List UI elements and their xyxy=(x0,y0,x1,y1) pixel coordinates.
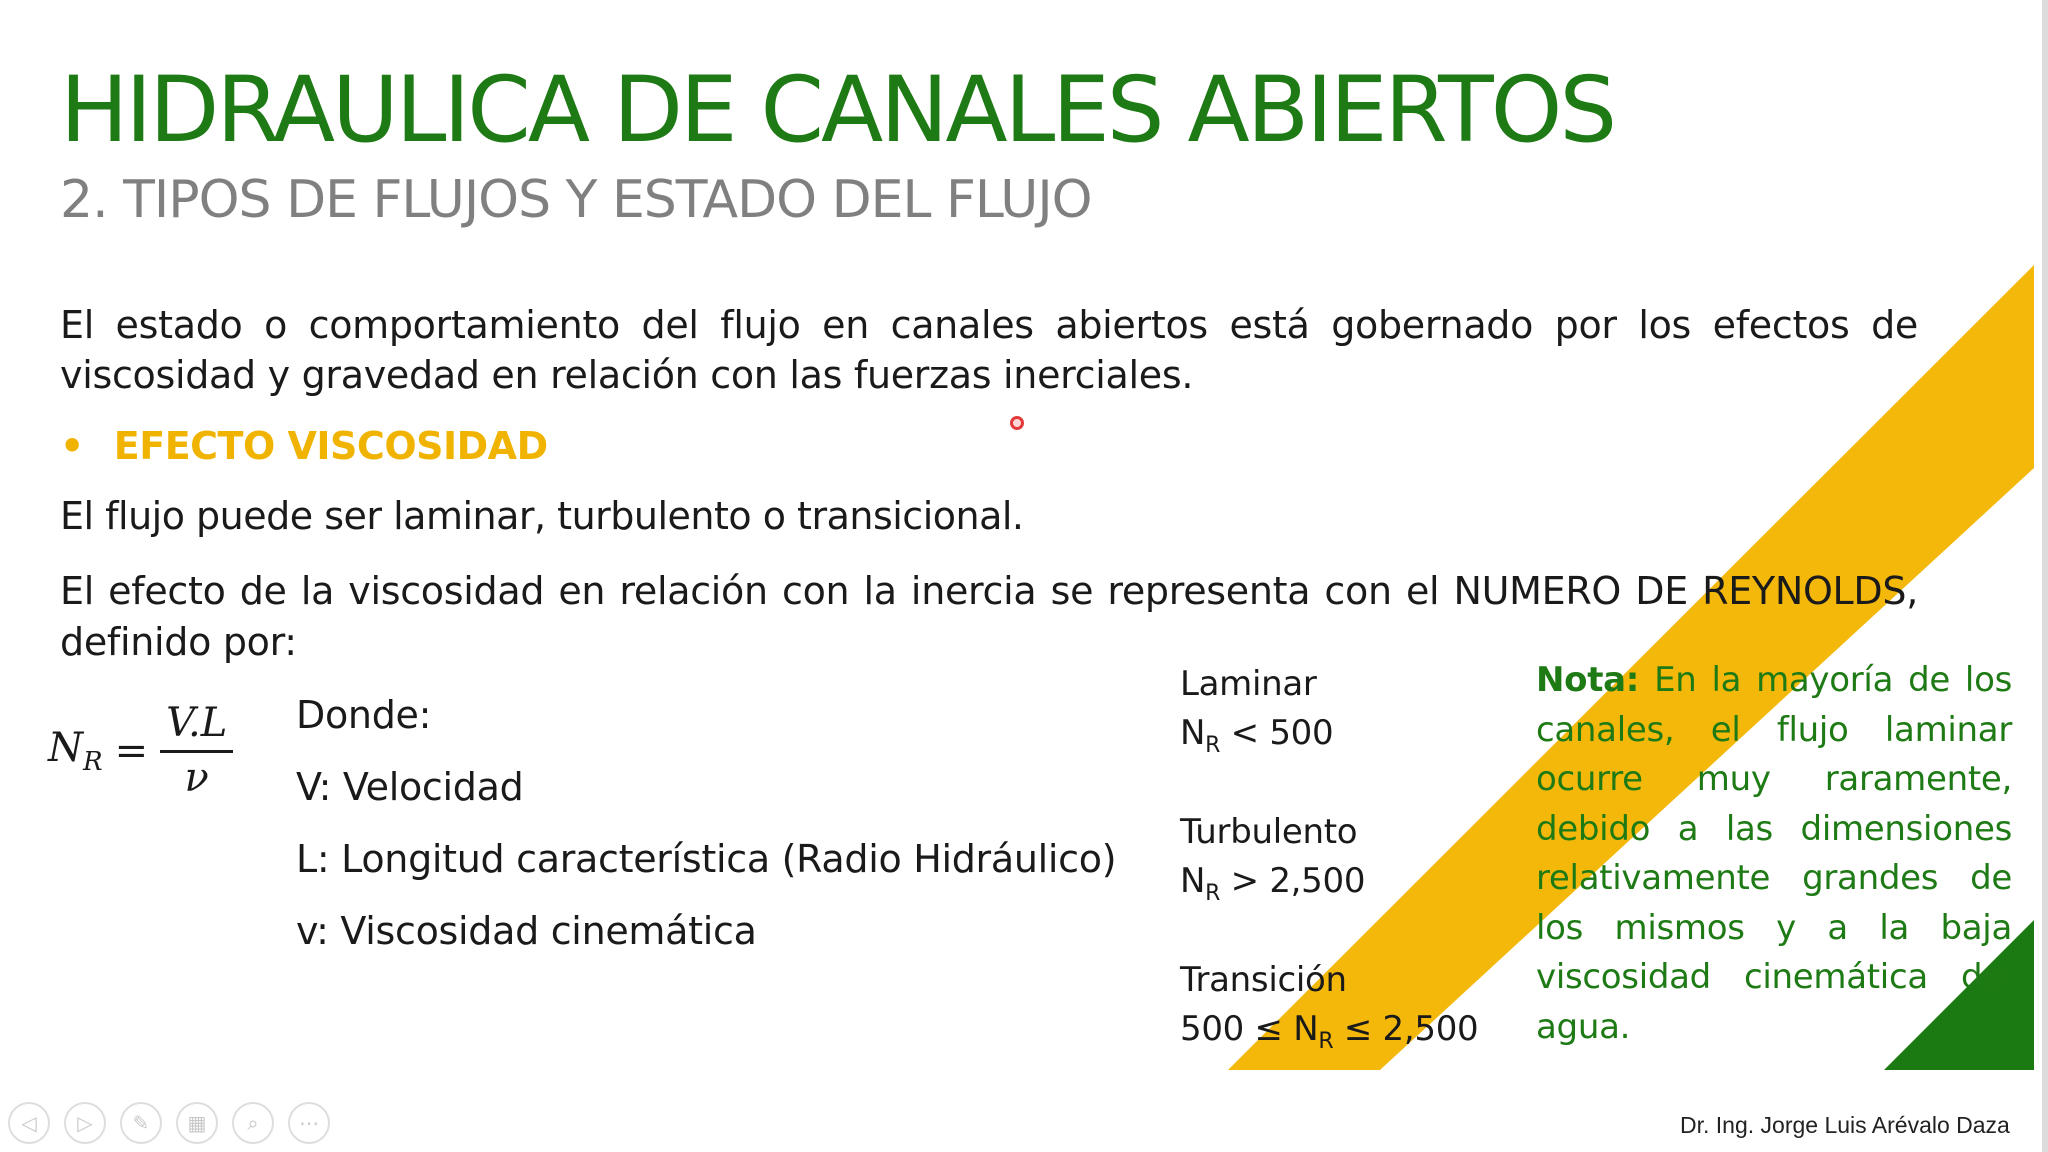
slide-title: HIDRAULICA DE CANALES ABIERTOS xyxy=(60,58,1615,163)
reynolds-paragraph: El efecto de la viscosidad en relación con la inercia se representa con el NUMERO DE REYNOLDS, definido por: xyxy=(60,569,1918,664)
reynolds-formula xyxy=(48,700,233,801)
regime-turbulento xyxy=(1180,808,1478,956)
formula-numerator: V.L xyxy=(160,700,233,753)
regime-condition: $N_R < 500$ xyxy=(1180,713,1334,758)
regime-condition: $500 \le N_R \le 2,500$ xyxy=(1180,1009,1479,1054)
more-icon[interactable]: ⋯ xyxy=(288,1102,330,1144)
note-box xyxy=(1536,656,2012,1052)
next-icon[interactable]: ▷ xyxy=(64,1102,106,1144)
formula-fraction xyxy=(160,700,233,801)
author-credit: Dr. Ing. Jorge Luis Arévalo Daza xyxy=(1680,1112,2010,1138)
formula-denominator: ν xyxy=(184,755,209,801)
flow-types-text: El flujo puede ser laminar, turbulento o transicional. xyxy=(60,494,1024,538)
bullet-heading-text: EFECTO VISCOSIDAD xyxy=(113,424,548,468)
flow-regimes xyxy=(1180,660,1478,1104)
definition-item: v: Viscosidad cinemática xyxy=(296,909,757,953)
regime-name: Transición xyxy=(1180,960,1347,1000)
note-text: En la mayoría de los canales, el flujo laminar ocurre muy raramente, debido a las dimensiones relativamente grandes de los mismos y a la baja viscosidad cinemática del agua. xyxy=(1536,660,2012,1047)
laser-pointer-icon xyxy=(1010,416,1024,430)
regime-laminar xyxy=(1180,660,1478,808)
definition-item: V: Velocidad xyxy=(296,765,524,809)
bullet-heading xyxy=(60,424,548,468)
regime-condition: $N_R > 2,500$ xyxy=(1180,861,1366,906)
slides-grid-icon[interactable]: ▦ xyxy=(176,1102,218,1144)
intro-paragraph: El estado o comportamiento del flujo en canales abiertos está gobernado por los efectos de viscosidad y gravedad en relación con las fuerzas inerciales. xyxy=(60,303,1918,397)
regime-transicion xyxy=(1180,956,1478,1104)
definition-item: L: Longitud característica (Radio Hidráulico) xyxy=(296,837,1117,881)
definitions-list xyxy=(296,690,1116,978)
presentation-toolbar xyxy=(8,1102,330,1144)
previous-icon[interactable]: ◁ xyxy=(8,1102,50,1144)
note-label: Nota: xyxy=(1536,660,1640,700)
formula-equals: = xyxy=(114,727,149,774)
slide-subtitle: 2. TIPOS DE FLUJOS Y ESTADO DEL FLUJO xyxy=(60,170,1092,230)
formula-lhs: $N_R$ xyxy=(48,724,103,777)
definition-item: Donde: xyxy=(296,693,432,737)
regime-name: Laminar xyxy=(1180,664,1317,704)
zoom-icon[interactable]: ⌕ xyxy=(232,1102,274,1144)
pen-icon[interactable]: ✎ xyxy=(120,1102,162,1144)
regime-name: Turbulento xyxy=(1180,812,1358,852)
bullet-marker: • xyxy=(60,424,84,468)
